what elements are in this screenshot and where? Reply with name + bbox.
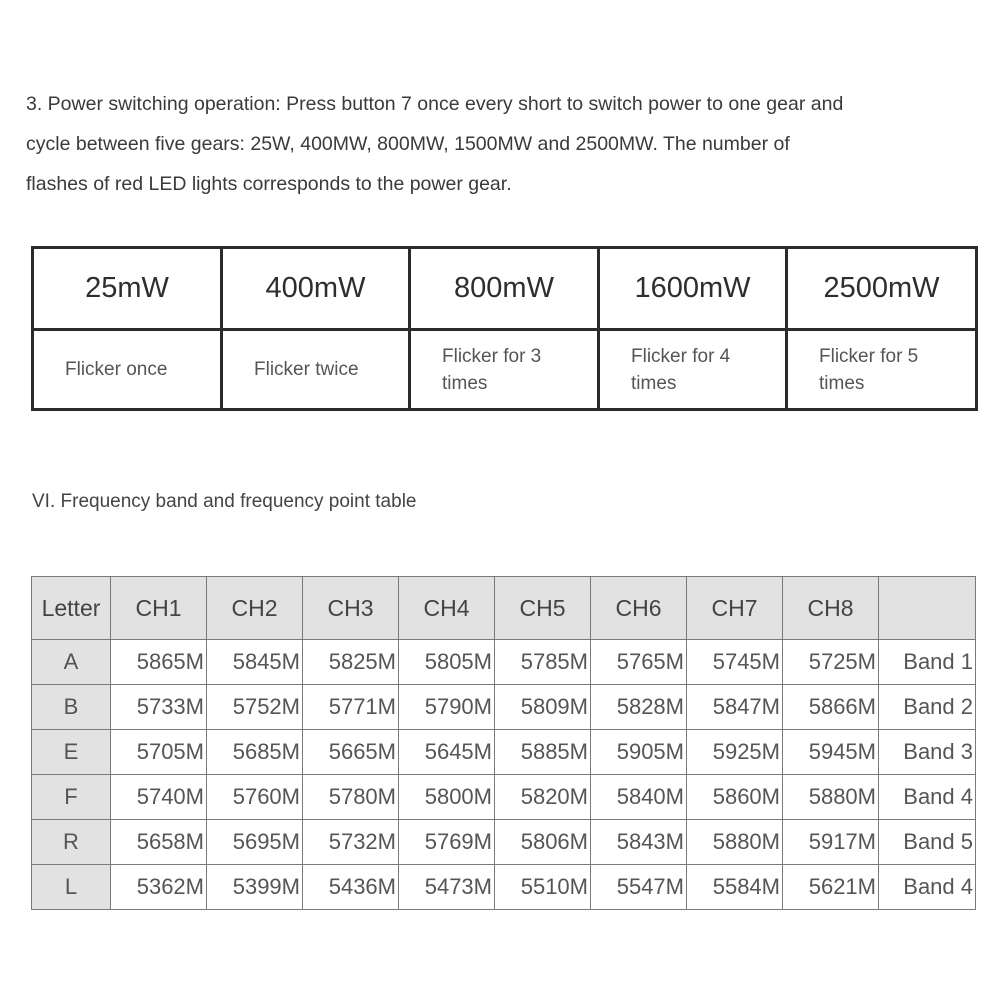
frequency-cell: 5925M	[687, 730, 783, 775]
section-title: VI. Frequency band and frequency point table	[32, 491, 417, 512]
power-description-cell: Flicker twice	[222, 330, 410, 410]
channel-header-cell: CH5	[495, 577, 591, 640]
band-letter-cell: B	[32, 685, 111, 730]
frequency-cell: 5800M	[399, 775, 495, 820]
frequency-cell: 5905M	[591, 730, 687, 775]
table-row	[32, 685, 976, 730]
band-letter-cell: E	[32, 730, 111, 775]
frequency-cell: 5473M	[399, 865, 495, 910]
frequency-cell: 5771M	[303, 685, 399, 730]
frequency-cell: 5695M	[207, 820, 303, 865]
frequency-cell: 5665M	[303, 730, 399, 775]
table-row	[32, 640, 976, 685]
frequency-cell: 5399M	[207, 865, 303, 910]
table-row	[32, 865, 976, 910]
table-row	[32, 775, 976, 820]
frequency-cell: 5760M	[207, 775, 303, 820]
frequency-cell: 5866M	[783, 685, 879, 730]
frequency-cell: 5765M	[591, 640, 687, 685]
frequency-cell: 5584M	[687, 865, 783, 910]
power-header-cell: 400mW	[222, 248, 410, 330]
power-header-cell: 800mW	[410, 248, 599, 330]
frequency-cell: 5847M	[687, 685, 783, 730]
power-header-cell: 2500mW	[787, 248, 977, 330]
power-gear-table	[31, 246, 978, 411]
frequency-cell: 5945M	[783, 730, 879, 775]
frequency-cell: 5685M	[207, 730, 303, 775]
power-description-cell: Flicker for 5 times	[787, 330, 977, 410]
frequency-cell: 5806M	[495, 820, 591, 865]
frequency-cell: 5885M	[495, 730, 591, 775]
frequency-cell: 5865M	[111, 640, 207, 685]
band-label-cell: Band 1	[879, 640, 976, 685]
letter-header-cell: Letter	[32, 577, 111, 640]
frequency-cell: 5880M	[783, 775, 879, 820]
frequency-header-row	[32, 577, 976, 640]
channel-header-cell: CH2	[207, 577, 303, 640]
frequency-cell: 5805M	[399, 640, 495, 685]
frequency-cell: 5740M	[111, 775, 207, 820]
frequency-cell: 5547M	[591, 865, 687, 910]
frequency-cell: 5845M	[207, 640, 303, 685]
power-description-cell: Flicker for 4 times	[599, 330, 787, 410]
frequency-cell: 5705M	[111, 730, 207, 775]
frequency-cell: 5733M	[111, 685, 207, 730]
band-label-cell: Band 3	[879, 730, 976, 775]
band-label-cell: Band 5	[879, 820, 976, 865]
frequency-cell: 5745M	[687, 640, 783, 685]
frequency-cell: 5790M	[399, 685, 495, 730]
channel-header-cell: CH7	[687, 577, 783, 640]
frequency-cell: 5860M	[687, 775, 783, 820]
power-description-cell: Flicker once	[33, 330, 222, 410]
band-label-cell: Band 4	[879, 865, 976, 910]
band-letter-cell: A	[32, 640, 111, 685]
frequency-cell: 5510M	[495, 865, 591, 910]
channel-header-cell: CH4	[399, 577, 495, 640]
paragraph-line: cycle between five gears: 25W, 400MW, 800MW, 1500MW and 2500MW. The number of	[26, 133, 790, 155]
frequency-cell: 5725M	[783, 640, 879, 685]
frequency-cell: 5880M	[687, 820, 783, 865]
frequency-cell: 5752M	[207, 685, 303, 730]
table-row	[32, 730, 976, 775]
channel-header-cell: CH3	[303, 577, 399, 640]
frequency-cell: 5436M	[303, 865, 399, 910]
frequency-cell: 5809M	[495, 685, 591, 730]
frequency-cell: 5843M	[591, 820, 687, 865]
frequency-cell: 5917M	[783, 820, 879, 865]
table-row	[32, 820, 976, 865]
band-letter-cell: F	[32, 775, 111, 820]
frequency-cell: 5820M	[495, 775, 591, 820]
frequency-cell: 5840M	[591, 775, 687, 820]
frequency-cell: 5785M	[495, 640, 591, 685]
power-switching-paragraph	[26, 84, 981, 204]
frequency-cell: 5621M	[783, 865, 879, 910]
frequency-cell: 5732M	[303, 820, 399, 865]
frequency-cell: 5769M	[399, 820, 495, 865]
band-letter-cell: L	[32, 865, 111, 910]
paragraph-line: 3. Power switching operation: Press button 7 once every short to switch power to one gear and	[26, 93, 844, 115]
power-header-cell: 25mW	[33, 248, 222, 330]
band-letter-cell: R	[32, 820, 111, 865]
paragraph-line: flashes of red LED lights corresponds to the power gear.	[26, 173, 512, 195]
frequency-table	[31, 576, 976, 910]
channel-header-cell: CH8	[783, 577, 879, 640]
frequency-cell: 5362M	[111, 865, 207, 910]
channel-header-cell: CH1	[111, 577, 207, 640]
power-header-row	[33, 248, 977, 330]
power-description-cell: Flicker for 3 times	[410, 330, 599, 410]
power-description-row	[33, 330, 977, 410]
power-header-cell: 1600mW	[599, 248, 787, 330]
channel-header-cell: CH6	[591, 577, 687, 640]
frequency-cell: 5825M	[303, 640, 399, 685]
frequency-cell: 5828M	[591, 685, 687, 730]
band-label-cell: Band 2	[879, 685, 976, 730]
band-label-cell: Band 4	[879, 775, 976, 820]
frequency-cell: 5780M	[303, 775, 399, 820]
channel-header-cell	[879, 577, 976, 640]
frequency-cell: 5645M	[399, 730, 495, 775]
frequency-cell: 5658M	[111, 820, 207, 865]
